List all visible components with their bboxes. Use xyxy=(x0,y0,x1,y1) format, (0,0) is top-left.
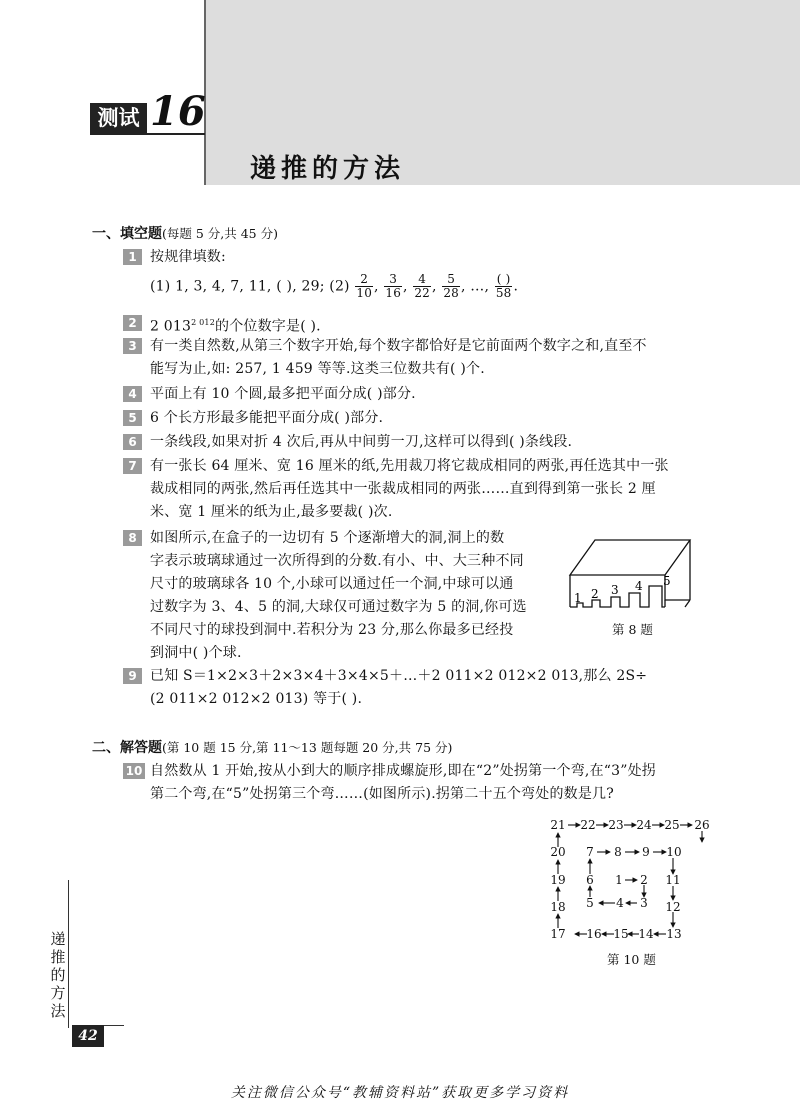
q2-text: 2 $013^{2 012}$的个位数字是( ). xyxy=(150,318,321,335)
spiral-number: 11 xyxy=(665,873,681,887)
page-number-rule xyxy=(104,1025,124,1026)
footer-note: 关注微信公众号“教辅资料站”获取更多学习资料 xyxy=(230,1085,570,1101)
question-number-1: 1 xyxy=(123,249,142,265)
hole-label-5: 5 xyxy=(663,574,671,588)
q7-line1: 有一张长 64 厘米、宽 16 厘米的纸,先用裁刀将它裁成相同的两张,再任选其中一张 xyxy=(150,458,669,474)
spiral-number: 18 xyxy=(550,900,566,914)
question-number-7: 7 xyxy=(123,458,142,474)
section-1-heading: 一、填空题(每题 5 分,共 45 分) xyxy=(92,226,278,242)
test-label-box: 测试 xyxy=(90,103,147,133)
spiral-number: 4 xyxy=(616,896,624,910)
q8-line4: 过数字为 3、4、5 的洞,大球仅可通过数字为 5 的洞,你可选 xyxy=(150,599,527,615)
spiral-number: 13 xyxy=(666,927,682,941)
q10-line1: 自然数从 1 开始,按从小到大的顺序排成螺旋形,即在“2”处拐第一个弯,在“3”处拐 xyxy=(150,763,656,779)
q10-line2: 第二个弯,在“5”处拐第三个弯……(如图所示).拐第二十五个弯处的数是几? xyxy=(150,786,614,802)
spiral-number: 22 xyxy=(580,818,596,832)
fraction-blank: $\frac{( )}{58}$ xyxy=(495,272,512,300)
spiral-number: 16 xyxy=(586,927,602,941)
q8-line5: 不同尺寸的球投到洞中.若积分为 23 分,那么你最多已经投 xyxy=(150,622,514,638)
page-number: 42 xyxy=(72,1025,104,1047)
q4-text: 平面上有 10 个圆,最多把平面分成( )部分. xyxy=(150,386,416,402)
spiral-number: 9 xyxy=(642,845,650,859)
q1-line1: 按规律填数: xyxy=(150,249,226,265)
question-number-2: 2 xyxy=(123,315,142,331)
q8-line1: 如图所示,在盒子的一边切有 5 个逐渐增大的洞,洞上的数 xyxy=(150,530,505,546)
q1-line2: (1) 1, 3, 4, 7, 11, ( ), 29; (2) $\frac{2}{10}$ , $\frac{3}{16}$ , $\frac{4}{22}$ , $\frac{5}{28}$ , …, $\frac{( )}{58}$ . xyxy=(150,272,519,300)
q7-line3: 米、宽 1 厘米的纸为止,最多要裁( )次. xyxy=(150,504,393,520)
question-number-4: 4 xyxy=(123,386,142,402)
q5-text: 6 个长方形最多能把平面分成( )部分. xyxy=(150,410,384,426)
question-number-9: 9 xyxy=(123,668,142,684)
q3-line1: 有一类自然数,从第三个数字开始,每个数字都恰好是它前面两个数字之和,直至不 xyxy=(150,338,647,354)
spiral-number: 23 xyxy=(608,818,624,832)
question-number-3: 3 xyxy=(123,338,142,354)
page-title: 递推的方法 xyxy=(250,154,406,184)
fraction: $\frac{2}{10}$ xyxy=(356,272,373,300)
spiral-number: 3 xyxy=(640,896,648,910)
spiral-number: 12 xyxy=(665,900,681,914)
spiral-number: 6 xyxy=(586,873,594,887)
q9-line2: (2 011×2 012×2 013) 等于( ). xyxy=(150,691,363,707)
question-number-8: 8 xyxy=(123,530,142,546)
number-spiral-figure xyxy=(540,812,720,942)
spiral-number: 24 xyxy=(636,818,652,832)
fraction: $\frac{5}{28}$ xyxy=(443,272,459,300)
test-number: 16 xyxy=(150,88,206,135)
question-number-10: 10 xyxy=(123,763,145,779)
figure-10-caption: 第 10 题 xyxy=(607,952,656,967)
spiral-number: 25 xyxy=(664,818,680,832)
fraction: $\frac{3}{16}$ xyxy=(385,272,402,300)
spiral-number: 26 xyxy=(694,818,710,832)
side-divider xyxy=(68,880,69,1028)
hole-label-4: 4 xyxy=(635,579,643,593)
box-with-holes-figure xyxy=(565,530,695,615)
question-number-5: 5 xyxy=(123,410,142,426)
spiral-number: 5 xyxy=(586,896,594,910)
spiral-number: 1 xyxy=(615,873,623,887)
spiral-number: 15 xyxy=(613,927,629,941)
q8-line3: 尺寸的玻璃球各 10 个,小球可以通过任一个洞,中球可以通 xyxy=(150,576,514,592)
spiral-number: 17 xyxy=(550,927,566,941)
hole-label-3: 3 xyxy=(611,583,619,597)
spiral-number: 10 xyxy=(666,845,682,859)
q9-line1: 已知 S＝1×2×3＋2×3×4＋3×4×5＋…＋2 011×2 012×2 013,那么 2S÷ xyxy=(150,668,648,684)
spiral-number: 20 xyxy=(550,845,566,859)
spiral-number: 7 xyxy=(586,845,594,859)
q8-line2: 字表示玻璃球通过一次所得到的分数.有小、中、大三种不同 xyxy=(150,553,524,569)
hole-label-1: 1 xyxy=(574,591,582,605)
section-2-heading: 二、解答题(第 10 题 15 分,第 11～13 题每题 20 分,共 75 分) xyxy=(92,740,453,756)
question-number-6: 6 xyxy=(123,434,142,450)
spiral-number: 8 xyxy=(614,845,622,859)
spiral-number: 21 xyxy=(550,818,566,832)
spiral-number: 14 xyxy=(638,927,654,941)
figure-8-caption: 第 8 题 xyxy=(612,622,653,637)
q6-text: 一条线段,如果对折 4 次后,再从中间剪一刀,这样可以得到( )条线段. xyxy=(150,434,573,450)
side-chapter-title: 递 推 的 方 法 xyxy=(50,930,66,1020)
q8-line6: 到洞中( )个球. xyxy=(150,645,242,661)
q3-line2: 能写为止,如: 257, 1 459 等等.这类三位数共有( )个. xyxy=(150,361,485,377)
spiral-number: 19 xyxy=(550,873,566,887)
hole-label-2: 2 xyxy=(591,587,599,601)
q7-line2: 裁成相同的两张,然后再任选其中一张裁成相同的两张……直到得到第一张长 2 厘 xyxy=(150,481,656,497)
fraction: $\frac{4}{22}$ xyxy=(414,272,431,300)
spiral-number: 2 xyxy=(640,873,648,887)
